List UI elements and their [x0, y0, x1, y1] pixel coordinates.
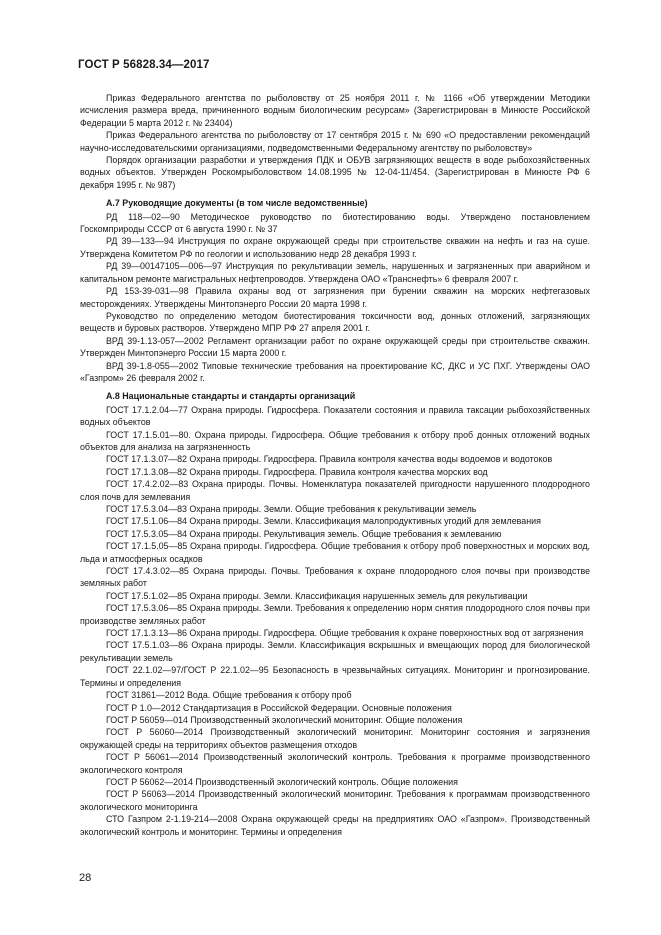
paragraph: Порядок организации разработки и утверждения ПДК и ОБУВ загрязняющих веществ в воде рыбохозяйственных водных объектов. Утвержден Роскомрыболовством 14.08.1995 № 12-04-11/454. (Зарегистрирован в Минюсте РФ 6 декабря 1995 г. № 987) — [80, 155, 590, 190]
reference-item: ГОСТ 17.4.2.02—83 Охрана природы. Почвы. Номенклатура показателей пригодности нарушенного плодородного слоя почв для землевания — [80, 479, 590, 502]
reference-item: РД 153-39-031—98 Правила охраны вод от загрязнения при бурении скважин на морских нефтегазовых месторождениях. Утверждены Минтопэнерго России 20 марта 1998 г. — [80, 286, 590, 309]
reference-item: ГОСТ 31861—2012 Вода. Общие требования к отбору проб — [106, 690, 352, 701]
reference-item: ГОСТ Р 1.0—2012 Стандартизация в Российской Федерации. Основные положения — [106, 702, 452, 713]
reference-item: ГОСТ 17.1.5.01—80. Охрана природы. Гидросфера. Общие требования к отбору проб донных отложений водных объектов для анализа на загрязненность — [80, 429, 590, 452]
reference-item: ГОСТ 22.1.02—97/ГОСТ Р 22.1.02—95 Безопасность в чрезвычайных ситуациях. Мониторинг и прогнозирование. Термины и определения — [80, 665, 590, 688]
section-a7-list — [80, 211, 590, 385]
reference-item: ГОСТ 17.5.1.06—84 Охрана природы. Земли. Классификация малопродуктивных угодий для землевания — [106, 516, 541, 527]
intro-paragraphs — [80, 92, 590, 191]
document-header: ГОСТ Р 56828.34—2017 — [78, 59, 210, 71]
reference-item: РД 118—02—90 Методическое руководство по биотестированию воды. Утверждено постановлением Госкомприроды СССР от 6 августа 1990 г. № 37 — [80, 211, 590, 235]
reference-item: Руководство по определению методом биотестирования токсичности вод, донных отложений, загрязняющих веществ и буровых растворов. Утверждено МПР РФ 27 апреля 2001 г. — [80, 310, 590, 334]
reference-item: СТО Газпром 2-1.19-214—2008 Охрана окружающей среды на предприятиях ОАО «Газпром». Производственный экологический контроль и мониторинг. Термины и определения — [80, 814, 590, 837]
reference-item: ГОСТ 17.1.3.07—82 Охрана природы. Гидросфера. Правила контроля качества воды водоемов и водотоков — [106, 454, 553, 465]
paragraph: Приказ Федерального агентства по рыболовству от 25 ноября 2011 г. № 1166 «Об утверждении Методики исчисления размера вреда, причиненного водным биологическим ресурсам» (Зарегистрирован в Минюсте Российской Федерации 5 марта 2012 г. № 23404) — [80, 93, 590, 128]
section-heading-a8: А.8 Национальные стандарты и стандарты организаций — [106, 391, 356, 402]
reference-item: ГОСТ Р 56061—2014 Производственный экологический контроль. Требования к программе производственного экологического контроля — [80, 752, 590, 775]
reference-item: ГОСТ Р 56062—2014 Производственный экологический контроль. Общие положения — [106, 776, 458, 787]
reference-item: ГОСТ Р 56060—2014 Производственный экологический мониторинг. Мониторинг состояния и загрязнения окружающей среды на территориях объектов размещения отходов — [80, 727, 590, 750]
document-body — [80, 92, 590, 838]
paragraph: Приказ Федерального агентства по рыболовству от 17 сентября 2015 г. № 690 «О предоставлении рекомендаций научно-исследовательскими организациями, подведомственными Федеральному агентству по рыболовству» — [80, 130, 590, 153]
reference-item: ГОСТ 17.5.3.05—84 Охрана природы. Рекультивация земель. Общие требования к землеванию — [106, 528, 502, 539]
reference-item: ГОСТ 17.1.2.04—77 Охрана природы. Гидросфера. Показатели состояния и правила таксации рыбохозяйственных водных объектов — [80, 404, 590, 428]
reference-item: ГОСТ 17.1.3.08—82 Охрана природы. Гидросфера. Правила контроля качества морских вод — [106, 466, 488, 477]
reference-item: ГОСТ 17.5.1.02—85 Охрана природы. Земли. Классификация нарушенных земель для рекультивации — [106, 590, 528, 601]
reference-item: ГОСТ 17.5.1.03—86 Охрана природы. Земли. Классификация вскрышных и вмещающих пород для биологической рекультивации земель — [80, 640, 590, 663]
reference-item: ГОСТ 17.5.3.04—83 Охрана природы. Земли. Общие требования к рекультивации земель — [106, 504, 477, 514]
section-a8-list — [80, 404, 590, 838]
page-number: 28 — [79, 872, 92, 884]
reference-item: ГОСТ 17.1.5.05—85 Охрана природы. Гидросфера. Общие требования к отбору проб поверхностных и морских вод, льда и атмосферных осадков — [80, 541, 590, 564]
reference-item: ГОСТ 17.5.3.06—85 Охрана природы. Земли. Требования к определению норм снятия плодородного слоя почвы при производстве земляных работ — [80, 603, 590, 626]
reference-item: РД 39—00147105—006—97 Инструкция по рекультивации земель, нарушенных и загрязненных при аварийном и капитальном ремонте магистральных нефтепроводов. Утверждена ОАО «Транснефть» 6 февраля 2007 г. — [80, 261, 590, 284]
section-heading-a7: А.7 Руководящие документы (в том числе ведомственные) — [106, 198, 368, 209]
reference-item: ГОСТ 17.1.3.13—86 Охрана природы. Гидросфера. Общие требования к охране поверхностных вод от загрязнения — [106, 628, 584, 639]
reference-item: РД 39—133—94 Инструкция по охране окружающей среды при строительстве скважин на нефть и газ на суше. Утверждена Комитетом РФ по геологии и использованию недр 28 декабря 1993 г. — [80, 236, 590, 259]
reference-item: ГОСТ 17.4.3.02—85 Охрана природы. Почвы. Требования к охране плодородного слоя почвы при производстве земляных работ — [80, 566, 590, 589]
reference-item: ГОСТ Р 56063—2014 Производственный экологический мониторинг. Требования к программам производственного экологического мониторинга — [80, 789, 590, 812]
reference-item: ВРД 39-1.13-057—2002 Регламент организации работ по охране окружающей среды при строительстве скважин. Утвержден Минтопэнерго России 15 марта 2000 г. — [80, 335, 590, 359]
reference-item: ВРД 39-1.8-055—2002 Типовые технические требования на проектирование КС, ДКС и УС ПХГ. Утверждены ОАО «Газпром» 26 февраля 2002 г. — [80, 360, 590, 383]
reference-item: ГОСТ Р 56059—014 Производственный экологический мониторинг. Общие положения — [106, 714, 463, 725]
